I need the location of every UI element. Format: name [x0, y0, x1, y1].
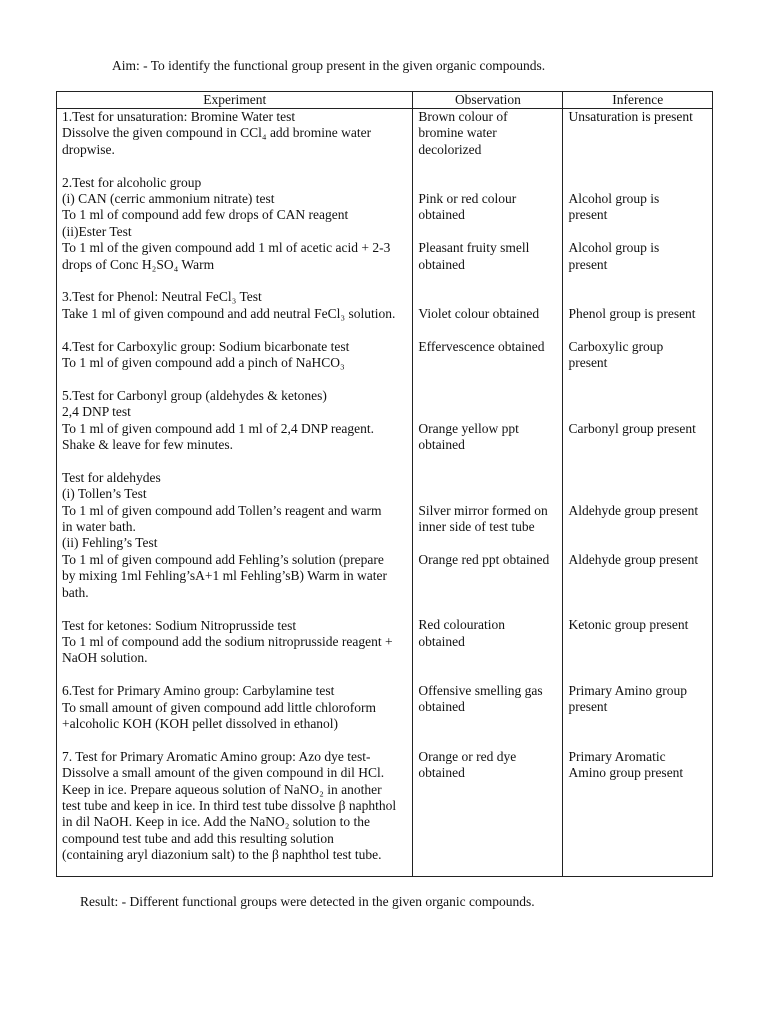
inference-line: Alcohol group is	[568, 191, 660, 206]
inference-line: Amino group present	[568, 765, 684, 780]
experiment-line	[62, 732, 412, 748]
experiment-line: by mixing 1ml Fehling’sA+1 ml Fehling’sB) Warm in water	[62, 568, 388, 584]
experiment-line: (ii)Ester Test	[62, 223, 132, 239]
experiment-line: 3.Test for Phenol: Neutral FeCl₃ Test	[62, 289, 262, 305]
experiment-line: To 1 ml of given compound add Fehling’s solution (prepare	[62, 551, 384, 567]
inference-line: present	[568, 207, 608, 223]
experiment-line: (ii) Fehling’s Test	[62, 535, 158, 551]
experiment-line: in dil NaOH. Keep in ice. Add the NaNO₂ solution to the	[62, 814, 371, 830]
experiment-line	[62, 601, 412, 617]
inference-line: present	[568, 355, 608, 370]
experiment-line: 2,4 DNP test	[62, 404, 131, 420]
experiment-line: Test for aldehydes	[62, 469, 161, 485]
experiment-line: Test for ketones: Sodium Nitroprusside test	[62, 617, 297, 633]
observation-line: Pink or red colour	[418, 191, 517, 206]
inference-line: present	[568, 256, 608, 272]
experiment-line: Dissolve the given compound in CCl₄ add bromine water	[62, 125, 372, 141]
observation-line: Pleasant fruity smell	[418, 240, 530, 256]
header-observation: Observation	[413, 92, 563, 109]
experiment-line: To small amount of given compound add little chloroform	[62, 699, 376, 715]
observation-column	[418, 109, 562, 876]
experiment-line: 5.Test for Carbonyl group (aldehydes & ketones)	[62, 387, 327, 403]
experiment-line	[62, 322, 412, 338]
observation-line: Offensive smelling gas	[418, 683, 543, 698]
inference-line: Alcohol group is	[568, 240, 660, 256]
experiment-line: 4.Test for Carboxylic group: Sodium bicarbonate test	[62, 338, 350, 354]
experiment-line	[62, 667, 412, 683]
inference-cell	[563, 109, 713, 877]
experiment-line: Keep in ice. Prepare aqueous solution of NaNO₂ in another	[62, 781, 382, 797]
observation-line: obtained	[418, 699, 465, 715]
inference-line: Carbonyl group present	[568, 420, 696, 436]
inference-line: Aldehyde group present	[568, 551, 699, 567]
observation-line: obtained	[418, 633, 465, 649]
inference-line: Aldehyde group present	[568, 502, 699, 518]
experiment-line: 6.Test for Primary Amino group: Carbylamine test	[62, 683, 335, 699]
header-inference: Inference	[563, 92, 713, 109]
experiment-line	[62, 371, 412, 387]
table-header-row	[57, 92, 713, 109]
observation-line: bromine water	[418, 125, 497, 141]
observation-line: Orange yellow ppt	[418, 420, 519, 436]
experiment-line: (i) Tollen’s Test	[62, 486, 147, 502]
experiment-line: (i) CAN (cerric ammonium nitrate) test	[62, 191, 275, 207]
inference-line: Primary Aromatic	[568, 748, 666, 764]
experiment-line	[62, 158, 412, 174]
experiment-line	[62, 453, 412, 469]
experiment-line: Take 1 ml of given compound and add neutral FeCl₃ solution.	[62, 305, 396, 321]
observation-line: Orange red ppt obtained	[418, 551, 550, 567]
experiment-column	[62, 109, 412, 876]
observation-cell	[413, 109, 563, 877]
observation-line: Silver mirror formed on	[418, 502, 548, 518]
observation-line: inner side of test tube	[418, 519, 535, 534]
experiment-line: NaOH solution.	[62, 650, 148, 666]
aim-text: Aim: - To identify the functional group present in the given organic compounds.	[112, 58, 546, 73]
experiment-line: (containing aryl diazonium salt) to the β naphthol test tube.	[62, 847, 382, 863]
observation-line: obtained	[418, 256, 465, 272]
observation-line: Orange or red dye	[418, 748, 517, 764]
experiment-line: To 1 ml of given compound add Tollen’s reagent and warm	[62, 502, 382, 518]
observation-line: decolorized	[418, 141, 482, 157]
observation-line: obtained	[418, 765, 465, 780]
experiment-line: 2.Test for alcoholic group	[62, 174, 202, 190]
experiment-line: To 1 ml of compound add few drops of CAN reagent	[62, 207, 349, 223]
header-experiment: Experiment	[57, 92, 413, 109]
experiment-line: bath.	[62, 584, 89, 600]
inference-column	[568, 109, 712, 876]
experiment-line: To 1 ml of given compound add 1 ml of 2,4 DNP reagent.	[62, 420, 375, 436]
observation-line: obtained	[418, 207, 465, 223]
inference-line: Unsaturation is present	[568, 109, 693, 124]
inference-line: Ketonic group present	[568, 617, 689, 633]
experiment-line: +alcoholic KOH (KOH pellet dissolved in ethanol)	[62, 715, 339, 731]
inference-line: Carboxylic group	[568, 338, 664, 354]
inference-line: Primary Amino group	[568, 683, 687, 698]
experiment-line: To 1 ml of compound add the sodium nitroprusside reagent +	[62, 633, 393, 649]
table-body-row	[57, 109, 713, 877]
experiment-line: Dissolve a small amount of the given compound in dil HCl.	[62, 765, 385, 781]
observation-line: Brown colour of	[418, 109, 508, 124]
observation-line: Effervescence obtained	[418, 338, 545, 354]
experiment-table	[56, 91, 713, 877]
experiment-line	[62, 273, 412, 289]
experiment-line: Shake & leave for few minutes.	[62, 437, 233, 453]
experiment-cell	[57, 109, 413, 877]
experiment-line: To 1 ml of the given compound add 1 ml of acetic acid + 2-3	[62, 240, 391, 256]
experiment-line: dropwise.	[62, 141, 115, 157]
experiment-line: 7. Test for Primary Aromatic Amino group: Azo dye test-	[62, 748, 371, 764]
experiment-line: 1.Test for unsaturation: Bromine Water test	[62, 109, 296, 124]
experiment-line: To 1 ml of given compound add a pinch of NaHCO₃	[62, 355, 345, 371]
inference-line: Phenol group is present	[568, 305, 696, 321]
experiment-line: drops of Conc H₂SO₄ Warm	[62, 256, 215, 272]
observation-line: Violet colour obtained	[418, 305, 540, 321]
experiment-line: compound test tube and add this resulting solution	[62, 830, 334, 846]
observation-line: Red colouration	[418, 617, 506, 633]
observation-line: obtained	[418, 437, 465, 452]
experiment-line: test tube and keep in ice. In third test tube dissolve β naphthol	[62, 797, 397, 813]
experiment-line: in water bath.	[62, 519, 136, 535]
inference-line: present	[568, 699, 608, 715]
result-text: Result: - Different functional groups were detected in the given organic compounds.	[80, 894, 535, 909]
